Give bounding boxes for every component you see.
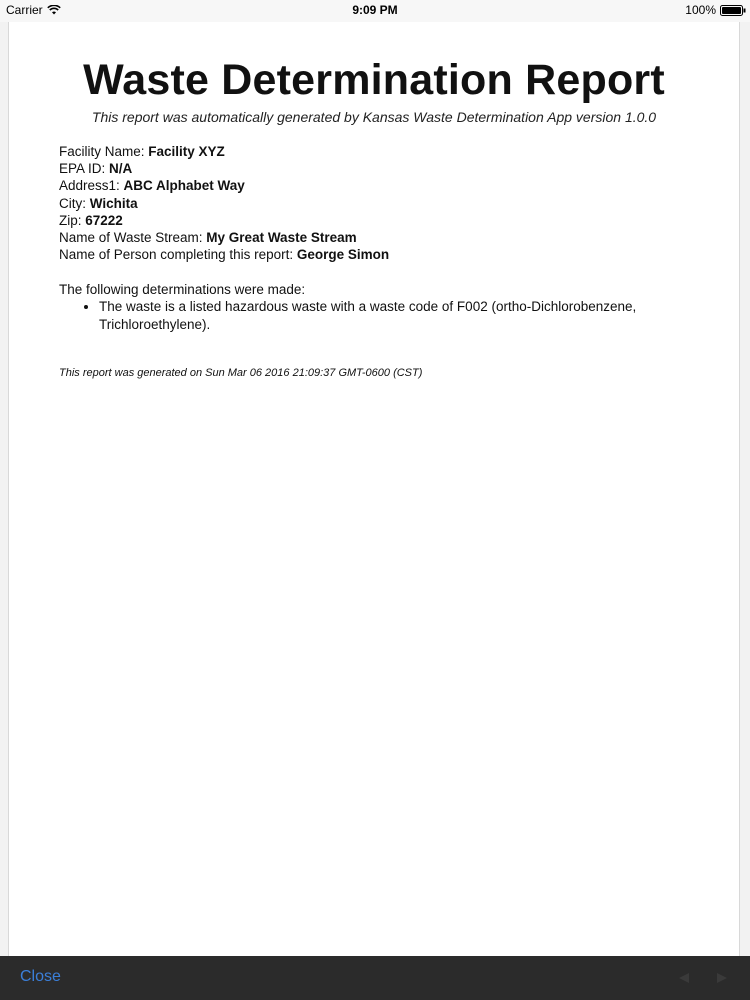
clock: 9:09 PM	[352, 3, 398, 17]
epa-id-value: N/A	[109, 161, 133, 177]
epa-id-label: EPA ID:	[59, 161, 110, 177]
zip-value: 67222	[85, 212, 123, 228]
zip-label: Zip:	[59, 212, 86, 228]
facility-info	[59, 143, 389, 263]
battery-icon	[720, 5, 746, 16]
address-row	[59, 177, 389, 194]
waste-stream-label: Name of Waste Stream:	[59, 230, 207, 246]
person-value: George Simon	[296, 247, 390, 263]
determinations-intro: The following determinations were made:	[59, 282, 306, 297]
generated-timestamp: This report was generated on Sun Mar 06 2016 21:09:37 GMT-0600 (CST)	[59, 367, 423, 379]
address-value: ABC Alphabet Way	[123, 178, 245, 194]
waste-stream-value: My Great Waste Stream	[206, 230, 357, 246]
facility-name-label: Facility Name:	[59, 144, 149, 159]
epa-id-row	[59, 160, 389, 177]
determination-item: • The waste is a listed hazardous waste with a waste code of F002 (ortho-Dichlorobenzene, Trichloroethylene).	[99, 298, 740, 334]
bottom-toolbar	[0, 956, 750, 1000]
carrier-label: Carrier	[6, 3, 43, 17]
battery-indicator	[685, 3, 746, 17]
battery-percent: 100%	[685, 3, 716, 17]
zip-row	[59, 212, 389, 229]
person-label: Name of Person completing this report:	[59, 247, 297, 263]
report-title: Waste Determination Report	[83, 56, 665, 104]
facility-name-row	[59, 143, 389, 160]
forward-arrow-icon[interactable]	[714, 970, 730, 986]
address-label: Address1:	[59, 178, 124, 194]
determinations-list	[59, 298, 740, 334]
city-label: City:	[59, 195, 90, 211]
waste-stream-row	[59, 229, 389, 246]
close-button[interactable]: Close	[20, 968, 61, 985]
facility-name-value: Facility XYZ	[148, 144, 225, 159]
report-subtitle: This report was automatically generated by Kansas Waste Determination App version 1.0.0	[91, 109, 657, 125]
status-bar	[0, 0, 750, 22]
city-row	[59, 195, 389, 212]
back-arrow-icon[interactable]	[676, 970, 692, 986]
city-value: Wichita	[89, 195, 138, 211]
report-page	[8, 22, 740, 956]
person-row	[59, 246, 389, 263]
